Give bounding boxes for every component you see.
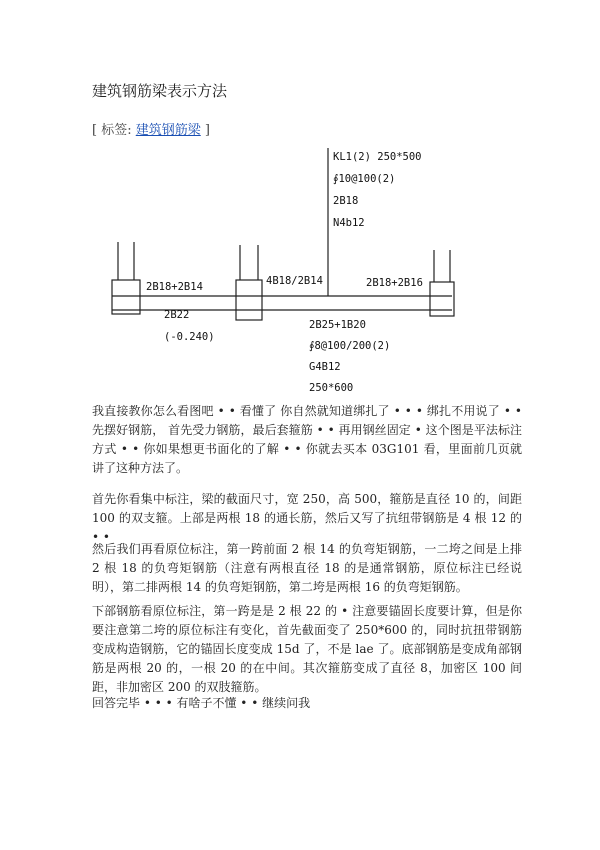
tag-link[interactable]: 建筑钢筋梁 (135, 123, 201, 138)
beam-diagram (0, 0, 600, 420)
paragraph-1: 我直接教你怎么看图吧 • • 看懂了 你自然就知道绑扎了 • • • 绑扎不用说了 • • 先摆好钢筋， 首先受力钢筋，最后套箍筋 • • 再用钢丝固定 • 这个图是平法标注方式 • • 你如果想更书面化的了解 • • 你就去买本 03G101 看，里面前几页就讲了这种方法了。 (92, 404, 522, 475)
left-column (112, 280, 140, 314)
tag-suffix: ] (204, 123, 210, 138)
page-title: 建筑钢筋梁表示方法 (92, 82, 228, 100)
paragraph-2: 首先你看集中标注，梁的截面尺寸，宽 250，高 500，箍筋是直径 10 的，间距 100 的双支箍。上部是两根 18 的通长筋，然后又写了抗纽带钢筋是 4 根 12 的 • • (92, 492, 522, 544)
concentrated-line-4: N4b12 (333, 217, 365, 229)
span2-top-right-label: 2B18+2B16 (366, 277, 423, 289)
concentrated-line-2: ∮10@100(2) (333, 173, 396, 185)
paragraph-4: 下部钢筋看原位标注，第一跨是是 2 根 22 的 • 注意要锚固长度要计算，但是你要注意第二垮的原位标注有变化，首先截面变了 250*600 的，同时抗扭带钢筋变成构造钢筋，它的锚固长度变成 15d 了，不是 lae 了。底部钢筋是变成角部钢筋是两根 20 的，一根 20 的在中间。其次箍筋变成了直径 8，加密区 100 间距，非加密区 200 的双肢箍筋。 (92, 604, 522, 694)
middle-column (236, 280, 262, 320)
span2-annotation (309, 319, 390, 394)
right-column (430, 282, 454, 316)
span2-line-4: 250*600 (309, 382, 354, 394)
span1-bottom-label: 2B22 (164, 309, 190, 321)
span2-line-1: 2B25+1B20 (309, 319, 366, 331)
span2-line-2: ∮8@100/200(2) (309, 340, 391, 352)
span1-elevation-label: (-0.240) (164, 331, 215, 343)
span1-top-label: 2B18+2B14 (146, 281, 203, 293)
concentrated-line-1: KL1(2) 250*500 (333, 151, 422, 163)
paragraph-5: 回答完毕 • • • 有啥子不懂 • • 继续问我 (92, 696, 311, 710)
concentrated-line-3: 2B18 (333, 195, 359, 207)
concentrated-annotation (333, 151, 422, 229)
beam-lines (112, 148, 454, 320)
span2-line-3: G4B12 (309, 361, 341, 373)
paragraph-3: 然后我们再看原位标注，第一跨前面 2 根 14 的负弯矩钢筋，一二垮之间是上排 2 根 18 的负弯矩钢筋（注意有两根直径 18 的是通常钢筋，原位标注已经说明），第二排两根 14 的负弯矩钢筋，第二垮是两根 16 的负弯矩钢筋。 (92, 542, 522, 594)
tag-prefix: [ 标签: (92, 123, 132, 138)
support-mid-top-label: 4B18/2B14 (266, 275, 323, 287)
